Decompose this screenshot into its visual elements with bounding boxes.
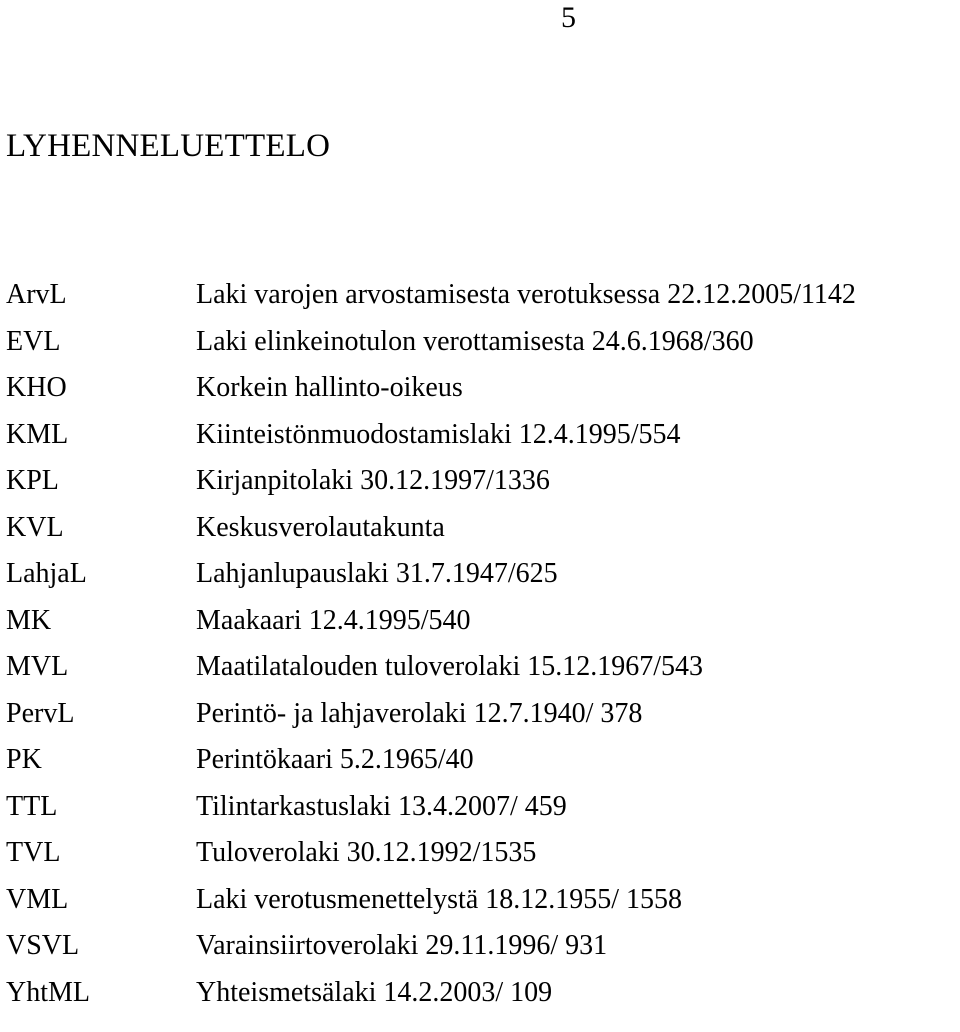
abbreviation-row	[0, 784, 960, 831]
abbreviation-description: Yhteismetsälaki 14.2.2003/ 109	[196, 976, 553, 1008]
abbreviation-description: Keskusverolautakunta	[196, 511, 445, 543]
abbreviation-row	[0, 272, 960, 319]
abbreviation-code: KPL	[6, 465, 59, 496]
abbreviation-code: VSVL	[6, 930, 80, 961]
abbreviation-code: MK	[6, 604, 52, 636]
abbreviation-row	[0, 830, 960, 877]
abbreviation-row	[0, 923, 960, 970]
abbreviation-code: VML	[6, 883, 69, 915]
abbreviation-code: MVL	[6, 651, 69, 682]
abbreviation-row	[0, 737, 960, 784]
abbreviation-description: Maakaari 12.4.1995/540	[196, 604, 471, 636]
abbreviation-description: Varainsiirtoverolaki 29.11.1996/ 931	[196, 930, 608, 961]
abbreviation-description: Perintökaari 5.2.1965/40	[196, 744, 474, 775]
abbreviation-description: Maatilatalouden tuloverolaki 15.12.1967/543	[196, 651, 704, 682]
abbreviation-row	[0, 365, 960, 412]
abbreviation-description: Laki verotusmenettelystä 18.12.1955/ 1558	[196, 883, 683, 915]
abbreviation-description: Tilintarkastuslaki 13.4.2007/ 459	[196, 790, 567, 822]
abbreviation-row	[0, 877, 960, 924]
abbreviation-description: Lahjanlupauslaki 31.7.1947/625	[196, 558, 558, 589]
abbreviation-row	[0, 412, 960, 459]
abbreviation-row	[0, 551, 960, 598]
abbreviation-description: Laki varojen arvostamisesta verotuksessa 22.12.2005/1142	[196, 279, 856, 310]
abbreviation-code: KML	[6, 418, 69, 450]
abbreviation-code: LahjaL	[6, 558, 87, 589]
abbreviation-row	[0, 458, 960, 505]
abbreviation-description: Perintö- ja lahjaverolaki 12.7.1940/ 378	[196, 697, 643, 729]
abbreviation-description: Tuloverolaki 30.12.1992/1535	[196, 837, 537, 868]
abbreviation-list	[0, 272, 960, 1016]
abbreviation-row	[0, 319, 960, 366]
abbreviation-description: Kiinteistönmuodostamislaki 12.4.1995/554	[196, 418, 681, 450]
abbreviation-code: YhtML	[6, 976, 90, 1008]
abbreviation-code: PervL	[6, 697, 75, 729]
abbreviation-code: PK	[6, 744, 42, 775]
abbreviation-row	[0, 691, 960, 738]
abbreviation-description: Kirjanpitolaki 30.12.1997/1336	[196, 465, 550, 496]
abbreviation-row	[0, 970, 960, 1017]
page-title: LYHENNELUETTELO	[6, 128, 331, 164]
abbreviation-row	[0, 505, 960, 552]
abbreviation-code: KVL	[6, 511, 64, 543]
abbreviation-code: TVL	[6, 837, 61, 868]
abbreviation-code: KHO	[6, 372, 67, 403]
abbreviation-row	[0, 598, 960, 645]
abbreviation-code: ArvL	[6, 279, 67, 310]
abbreviation-code: TTL	[6, 790, 58, 822]
abbreviation-row	[0, 644, 960, 691]
abbreviation-code: EVL	[6, 325, 61, 357]
abbreviation-description: Korkein hallinto-oikeus	[196, 372, 463, 403]
page-number: 5	[561, 1, 576, 34]
abbreviation-description: Laki elinkeinotulon verottamisesta 24.6.1968/360	[196, 325, 754, 357]
